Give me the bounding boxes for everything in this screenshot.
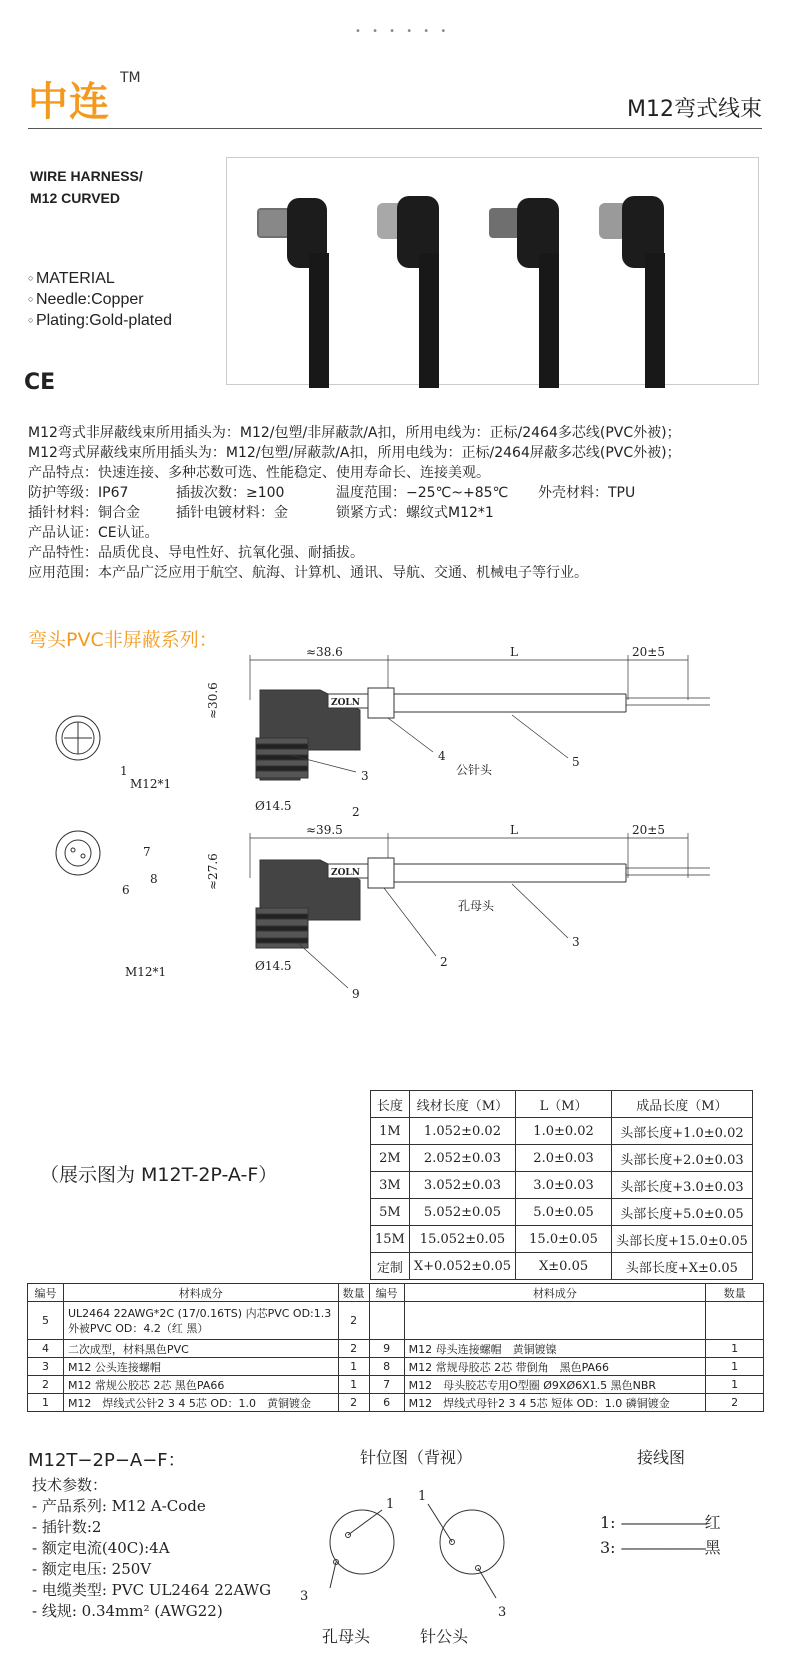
table-cell: M12 焊线式公针2 3 4 5芯 OD：1.0 黄铜镀金 bbox=[63, 1394, 338, 1412]
table-header: 编号 bbox=[28, 1284, 64, 1302]
header-divider bbox=[28, 128, 762, 129]
table-cell: 5 bbox=[28, 1302, 64, 1340]
table-cell: 2 bbox=[28, 1376, 64, 1394]
table-cell: UL2464 22AWG*2C (17/0.16TS) 内芯PVC OD:1.3 外被PVC OD：4.2（红 黑） bbox=[63, 1302, 338, 1340]
connector-female-2 bbox=[599, 196, 665, 388]
table-cell: 头部长度+3.0±0.03 bbox=[612, 1172, 753, 1199]
table-cell: 1.0±0.02 bbox=[516, 1118, 612, 1145]
table-cell: 15M bbox=[371, 1226, 410, 1253]
table-header: 材料成分 bbox=[404, 1284, 706, 1302]
connector-female-1 bbox=[377, 196, 439, 388]
pinout-male bbox=[418, 1489, 506, 1646]
table-cell: 3 bbox=[28, 1358, 64, 1376]
product-title-line2: M12 CURVED bbox=[30, 190, 120, 206]
table-cell: 1 bbox=[28, 1394, 64, 1412]
spec-ip: 防护等级：IP67 bbox=[28, 485, 129, 501]
spec-item: - 产品系列: M12 A-Code bbox=[32, 1497, 206, 1515]
table-cell: M12 母头胶芯专用O型圈 Ø9XØ6X1.5 黑色NBR bbox=[404, 1376, 706, 1394]
table-cell: 头部长度+X±0.05 bbox=[612, 1253, 753, 1280]
callout: 1 bbox=[120, 764, 128, 778]
table-row bbox=[371, 1172, 753, 1199]
table-cell: 1 bbox=[706, 1358, 764, 1376]
table-cell: 15.0±0.05 bbox=[516, 1226, 612, 1253]
table-cell: 4 bbox=[28, 1340, 64, 1358]
table-cell: 1 bbox=[338, 1376, 369, 1394]
wire-pin: 1: bbox=[600, 1513, 616, 1532]
table-cell: 头部长度+15.0±0.05 bbox=[612, 1226, 753, 1253]
spec-item: - 额定电压: 250V bbox=[32, 1560, 152, 1578]
brand-label: ZOLN bbox=[331, 698, 360, 708]
table-cell: 8 bbox=[369, 1358, 404, 1376]
male-label: 针公头 bbox=[420, 1627, 469, 1646]
table-row bbox=[28, 1358, 764, 1376]
table-header: 成品长度（M） bbox=[612, 1091, 753, 1118]
pin-label: 1 bbox=[418, 1489, 427, 1504]
table-row bbox=[371, 1118, 753, 1145]
table-row bbox=[371, 1226, 753, 1253]
product-title-line1: WIRE HARNESS/ bbox=[30, 168, 143, 184]
ce-mark: CE bbox=[24, 370, 56, 395]
desc-line: M12弯式屏蔽线束所用插头为：M12/包塑/屏蔽款/A扣，所用电线为：正标/2464屏蔽多芯线(PVC外被)； bbox=[28, 445, 681, 461]
dim-height: ≈30.6 bbox=[206, 682, 220, 719]
table-cell: M12 常规公胶芯 2芯 黑色PA66 bbox=[63, 1376, 338, 1394]
page-dots: • • • • • • bbox=[355, 26, 451, 37]
dim-length-a: ≈39.5 bbox=[306, 823, 343, 837]
wiring-title: 接线图 bbox=[637, 1448, 686, 1467]
table-row bbox=[371, 1199, 753, 1226]
trademark: TM bbox=[120, 70, 141, 86]
material-item: ○ MATERIAL bbox=[28, 268, 172, 289]
table-header-row bbox=[371, 1091, 753, 1118]
spec-item: - 插针数:2 bbox=[32, 1518, 102, 1536]
table-cell: 头部长度+1.0±0.02 bbox=[612, 1118, 753, 1145]
desc-line: M12弯式非屏蔽线束所用插头为：M12/包塑/非屏蔽款/A扣，所用电线为：正标/2464多芯线(PVC外被)； bbox=[28, 425, 681, 441]
callout: 4 bbox=[438, 749, 446, 763]
pin-label: 3 bbox=[300, 1589, 309, 1604]
table-row bbox=[371, 1253, 753, 1280]
table-cell: X+0.052±0.05 bbox=[409, 1253, 515, 1280]
table-cell: M12 常规母胶芯 2芯 带倒角 黑色PA66 bbox=[404, 1358, 706, 1376]
desc-line: 产品特性：品质优良、导电性好、抗氧化强、耐插拔。 bbox=[28, 545, 364, 561]
drawing-female bbox=[56, 823, 710, 1001]
callout: 8 bbox=[150, 872, 158, 886]
brand-label: ZOLN bbox=[331, 868, 360, 878]
wire-color: 红 bbox=[704, 1513, 721, 1532]
spec-cycles: 插拔次数：≥100 bbox=[176, 485, 285, 501]
product-description bbox=[28, 423, 768, 583]
callout: 6 bbox=[122, 883, 130, 897]
table-cell: 3M bbox=[371, 1172, 410, 1199]
table-cell bbox=[404, 1302, 706, 1340]
table-cell: 2 bbox=[338, 1394, 369, 1412]
table-header: 数量 bbox=[706, 1284, 764, 1302]
product-photo bbox=[226, 157, 759, 385]
material-list bbox=[28, 268, 172, 331]
spec-item: - 线规: 0.34mm² (AWG22) bbox=[32, 1602, 223, 1620]
table-cell: 2 bbox=[338, 1340, 369, 1358]
table-cell: 1 bbox=[706, 1340, 764, 1358]
table-cell: 2 bbox=[706, 1394, 764, 1412]
callout: 5 bbox=[572, 755, 580, 769]
spec-item: - 电缆类型: PVC UL2464 22AWG bbox=[32, 1581, 272, 1599]
connector-type: 孔母头 bbox=[458, 899, 495, 913]
specs-title: 技术参数： bbox=[32, 1476, 108, 1494]
callout: 2 bbox=[440, 955, 448, 969]
technical-drawing bbox=[28, 645, 768, 1070]
table-cell: 头部长度+2.0±0.03 bbox=[612, 1145, 753, 1172]
table-header: 线材长度（M） bbox=[409, 1091, 515, 1118]
brand-logo: 中连 bbox=[28, 79, 110, 125]
table-cell: 6 bbox=[369, 1394, 404, 1412]
callout: 2 bbox=[352, 805, 360, 819]
pinout-female bbox=[300, 1497, 394, 1646]
table-cell: 头部长度+5.0±0.05 bbox=[612, 1199, 753, 1226]
spec-shell: 外壳材料：TPU bbox=[538, 485, 636, 501]
table-cell: 定制 bbox=[371, 1253, 410, 1280]
wire-color: 黑 bbox=[704, 1538, 721, 1557]
table-cell: 1 bbox=[338, 1358, 369, 1376]
dim-length-l: L bbox=[510, 645, 518, 659]
table-header: 数量 bbox=[338, 1284, 369, 1302]
pinout-diagram bbox=[300, 1470, 590, 1650]
dim-diameter: Ø14.5 bbox=[255, 799, 292, 813]
connector-photo-svg bbox=[227, 158, 760, 386]
pinout-title: 针位图（背视） bbox=[360, 1448, 473, 1467]
pin-label: 1 bbox=[386, 1497, 395, 1512]
table-row bbox=[28, 1302, 764, 1340]
spec-pin: 插针材料：铜合金 bbox=[28, 505, 140, 521]
material-item: ○ Needle:Copper bbox=[28, 289, 172, 310]
desc-line: 产品认证：CE认证。 bbox=[28, 525, 159, 541]
section-title: 弯头PVC非屏蔽系列： bbox=[28, 629, 218, 651]
table-cell: 5.0±0.05 bbox=[516, 1199, 612, 1226]
model-number: M12T−2P−A−F： bbox=[28, 1450, 186, 1471]
material-table bbox=[27, 1283, 764, 1412]
product-title bbox=[30, 165, 143, 209]
table-header: 编号 bbox=[369, 1284, 404, 1302]
connector-male-2 bbox=[489, 198, 559, 388]
dim-end: 20±5 bbox=[632, 823, 665, 837]
material-item: ○ Plating:Gold-plated bbox=[28, 310, 172, 331]
desc-line: 应用范围：本产品广泛应用于航空、航海、计算机、通讯、导航、交通、机械电子等行业。 bbox=[28, 565, 588, 581]
table-header: 长度 bbox=[371, 1091, 410, 1118]
table-header-row bbox=[28, 1284, 764, 1302]
table-cell: 15.052±0.05 bbox=[409, 1226, 515, 1253]
table-cell: 二次成型，材料黑色PVC bbox=[63, 1340, 338, 1358]
table-row bbox=[28, 1340, 764, 1358]
connector-type: 公针头 bbox=[456, 763, 493, 777]
length-table bbox=[370, 1090, 753, 1280]
table-cell: 1 bbox=[706, 1376, 764, 1394]
table-cell: M12 母头连接螺帽 黄铜镀镍 bbox=[404, 1340, 706, 1358]
table-cell: 2.052±0.03 bbox=[409, 1145, 515, 1172]
table-header: 材料成分 bbox=[63, 1284, 338, 1302]
callout: 3 bbox=[361, 769, 369, 783]
table-cell bbox=[706, 1302, 764, 1340]
dim-diameter: Ø14.5 bbox=[255, 959, 292, 973]
callout: 7 bbox=[143, 845, 151, 859]
spec-temp: 温度范围：−25℃~+85℃ bbox=[336, 485, 509, 501]
pin-label: 3 bbox=[498, 1605, 507, 1620]
spec-plating: 插针电镀材料：金 bbox=[176, 505, 288, 521]
table-cell: 9 bbox=[369, 1340, 404, 1358]
display-model-label: （展示图为 M12T-2P-A-F） bbox=[40, 1164, 278, 1186]
dim-end: 20±5 bbox=[632, 645, 665, 659]
table-cell: 1.052±0.02 bbox=[409, 1118, 515, 1145]
table-row bbox=[371, 1145, 753, 1172]
desc-spec-row bbox=[28, 503, 768, 523]
page-title: M12弯式线束 bbox=[627, 97, 762, 122]
wire-pin: 3: bbox=[600, 1538, 616, 1557]
dim-length-a: ≈38.6 bbox=[306, 645, 343, 659]
table-cell: 2.0±0.03 bbox=[516, 1145, 612, 1172]
table-header: L（M） bbox=[516, 1091, 612, 1118]
thread-label: M12*1 bbox=[130, 777, 172, 791]
female-label: 孔母头 bbox=[322, 1627, 371, 1646]
table-cell: M12 焊线式母针2 3 4 5芯 短体 OD：1.0 磷铜镀金 bbox=[404, 1394, 706, 1412]
table-cell: 2M bbox=[371, 1145, 410, 1172]
wiring-row: 1: ——————红 bbox=[600, 1513, 721, 1532]
table-cell: 5M bbox=[371, 1199, 410, 1226]
tech-specs bbox=[32, 1475, 271, 1622]
wiring-row: 3: ——————黑 bbox=[600, 1538, 721, 1557]
callout: 9 bbox=[352, 987, 360, 1001]
table-cell: M12 公头连接螺帽 bbox=[63, 1358, 338, 1376]
callout: 3 bbox=[572, 935, 580, 949]
dim-length-l: L bbox=[510, 823, 518, 837]
table-row bbox=[28, 1394, 764, 1412]
spec-lock: 锁紧方式：螺纹式M12*1 bbox=[336, 505, 494, 521]
desc-line: 产品特点：快速连接、多种芯数可选、性能稳定、使用寿命长、连接美观。 bbox=[28, 465, 490, 481]
thread-label: M12*1 bbox=[125, 965, 167, 979]
table-cell: 2 bbox=[338, 1302, 369, 1340]
table-cell: 1M bbox=[371, 1118, 410, 1145]
table-cell: 3.052±0.03 bbox=[409, 1172, 515, 1199]
table-cell: 5.052±0.05 bbox=[409, 1199, 515, 1226]
table-cell: 7 bbox=[369, 1376, 404, 1394]
drawing-male bbox=[56, 645, 710, 819]
table-row bbox=[28, 1376, 764, 1394]
desc-spec-row bbox=[28, 483, 768, 503]
spec-item: - 额定电流(40C):4A bbox=[32, 1539, 170, 1557]
table-cell bbox=[369, 1302, 404, 1340]
table-cell: 3.0±0.03 bbox=[516, 1172, 612, 1199]
table-cell: X±0.05 bbox=[516, 1253, 612, 1280]
wiring-diagram bbox=[600, 1510, 721, 1560]
dim-height: ≈27.6 bbox=[206, 853, 220, 890]
connector-male-1 bbox=[257, 198, 329, 388]
